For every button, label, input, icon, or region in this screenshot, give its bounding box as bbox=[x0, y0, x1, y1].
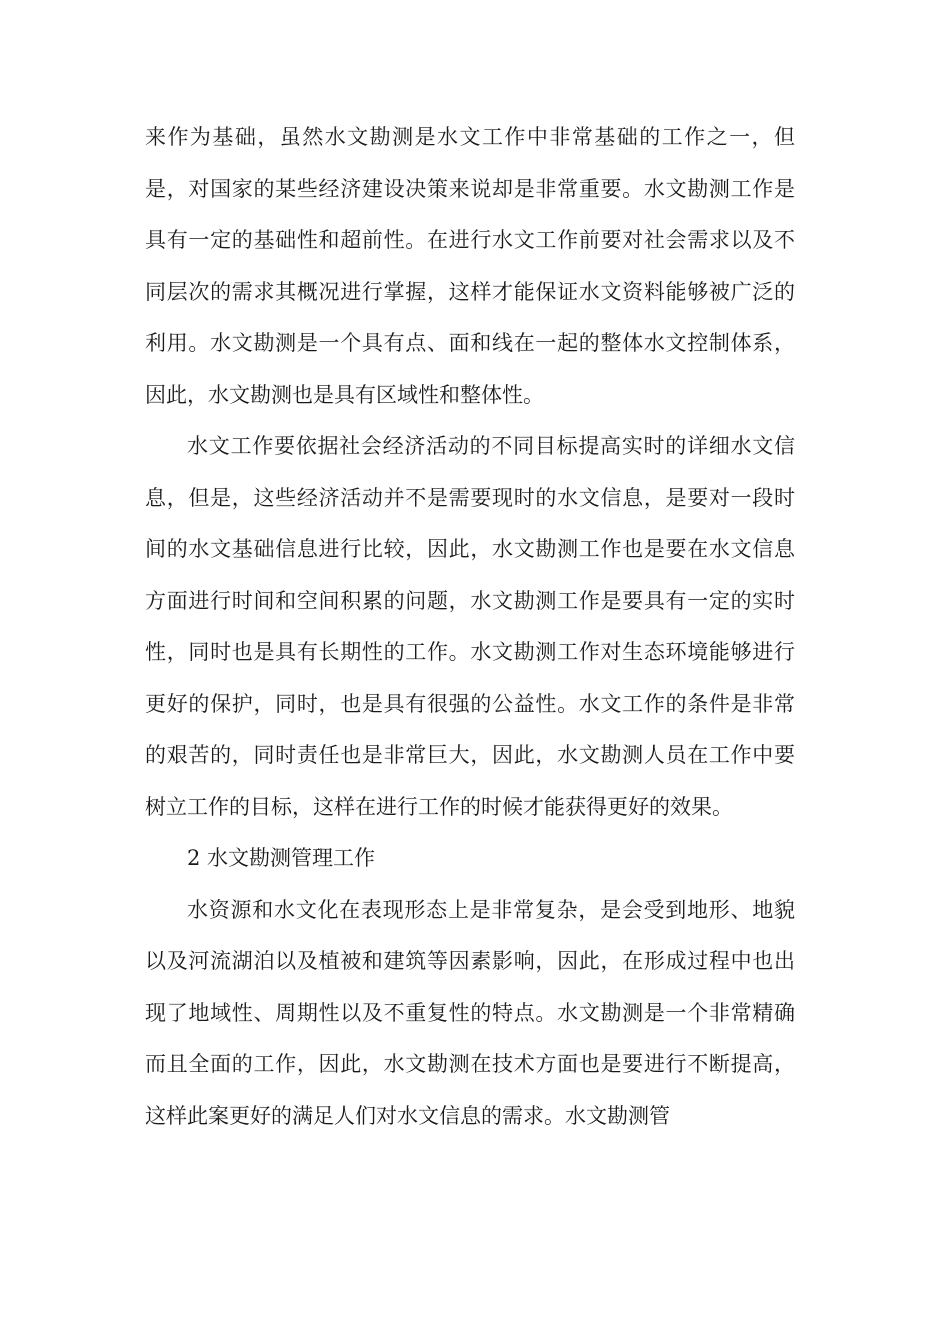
paragraph-water-resources: 水资源和水文化在表现形态上是非常复杂，是会受到地形、地貌以及河流湖泊以及植被和建筑等因素影响，因此，在形成过程中也出现了地域性、周期性以及不重复性的特点。水文勘测是一个非常精确而且全面的工作，因此，水文勘测在技术方面也是要进行不断提高，这样此案更好的满足人们对水文信息的需求。水文勘测管 bbox=[145, 897, 795, 1128]
section-heading: 2 水文勘测管理工作 bbox=[187, 846, 376, 870]
document-body bbox=[145, 112, 795, 1142]
paragraph-continued: 来作为基础，虽然水文勘测是水文工作中非常基础的工作之一，但是，对国家的某些经济建设决策来说却是非常重要。水文勘测工作是具有一定的基础性和超前性。在进行水文工作前要对社会需求以及不同层次的需求其概况进行掌握，这样才能保证水文资料能够被广泛的利用。水文勘测是一个具有点、面和线在一起的整体水文控制体系，因此，水文勘测也是具有区域性和整体性。 bbox=[145, 125, 795, 407]
paragraph-hydrology-work: 水文工作要依据社会经济活动的不同目标提高实时的详细水文信息，但是，这些经济活动并不是需要现时的水文信息，是要对一段时间的水文基础信息进行比较，因此，水文勘测工作也是要在水文信息方面进行时间和空间积累的问题，水文勘测工作是要具有一定的实时性，同时也是具有长期性的工作。水文勘测工作对生态环境能够进行更好的保护，同时，也是具有很强的公益性。水文工作的条件是非常的艰苦的，同时责任也是非常巨大，因此，水文勘测人员在工作中要树立工作的目标，这样在进行工作的时候才能获得更好的效果。 bbox=[145, 434, 795, 819]
